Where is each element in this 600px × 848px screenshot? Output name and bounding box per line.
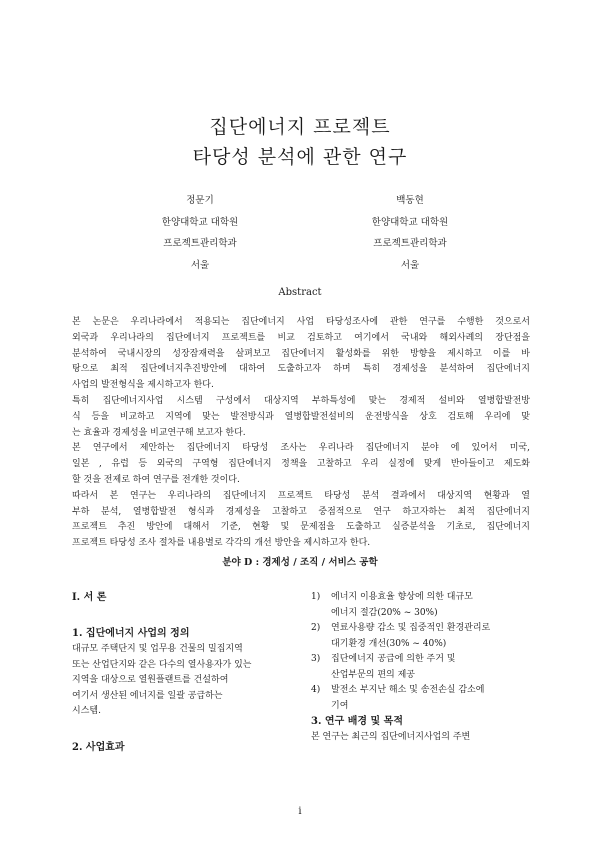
list-number: 4)	[311, 685, 321, 695]
author-block-2	[300, 190, 520, 276]
list-text: 연료사용량 감소 및 집중적인 환경관리로	[331, 623, 491, 633]
abstract-line: 분석하여 국내시장의 성장잠재력을 살펴보고 집단에너지 활성화를 위한 방향을 제시하고 이를 바	[72, 348, 530, 359]
abstract-line: 할 것을 전제로 하여 연구를 전개한 것이다.	[72, 474, 240, 485]
author-name: 백동현	[396, 195, 424, 206]
paragraph-line: 여기서 생산된 에너지를 일괄 공급하는	[72, 690, 223, 701]
subsection-heading-background: 3. 연구 배경 및 목적	[311, 716, 403, 727]
list-text: 발전소 부지난 해소 및 송전손실 감소에	[331, 685, 485, 695]
author-city: 서울	[190, 259, 210, 271]
author-block-1	[90, 190, 310, 276]
paragraph-line: 지역을 대상으로 열원플랜트를 건설하여	[72, 675, 229, 685]
research-field: 분야 D : 경제성 / 조직 / 서비스 공학	[222, 557, 378, 568]
abstract-line: 본 연구에서 제안하는 집단에너지 타당성 조사는 우리나라 집단에너지 분야 에 있어서 미국,	[72, 443, 530, 454]
list-item	[311, 590, 531, 621]
author-city: 서울	[400, 259, 420, 271]
subsection-heading-business-effects: 2. 사업효과	[72, 741, 125, 753]
author-affiliation: 한양대학교 대학원	[371, 216, 449, 228]
abstract-line: 특히 집단에너지사업 시스템 구성에서 대상지역 부하특성에 맞는 경제적 설비와 열병합발전방	[72, 395, 530, 406]
page-number: i	[298, 806, 302, 817]
list-number: 3)	[311, 654, 321, 664]
abstract-line: 본 논문은 우리나라에서 적용되는 집단에너지 사업 타당성조사에 관한 연구를 수행한 것으로서	[72, 317, 530, 327]
left-column	[72, 590, 272, 756]
abstract-line: 일본 , 유럽 등 외국의 구역형 집단에너지 정책을 고찰하고 우리 실정에 맞게 반아들이고 제도화	[72, 459, 530, 470]
section-heading-introduction: I. 서 론	[72, 592, 107, 603]
list-item	[311, 621, 531, 652]
abstract-body	[72, 315, 530, 552]
paragraph-line: 대규모 주택단지 및 업무용 건물의 밀집지역	[72, 644, 243, 654]
abstract-line: 부하 분석, 열병합발전 형식과 경제성을 고찰하고 중점적으로 연구 하고자하는 최적 집단에너지	[72, 506, 530, 517]
abstract-line: 는 효율과 경제성을 비교연구해 보고자 한다.	[72, 427, 246, 438]
abstract-line: 식 등을 비교하고 지역에 맞는 발전방식과 열병합발전설비의 운전방식을 상호 검토해 우리에 맞	[72, 411, 530, 422]
author-affiliation: 한양대학교 대학원	[161, 216, 239, 228]
list-item	[311, 683, 531, 714]
abstract-heading: Abstract	[278, 287, 322, 298]
abstract-line: 프로젝트 추진 방안에 대해서 기준, 현황 및 문제점을 도출하고 실증분석을 기초로, 집단에너지	[72, 522, 530, 533]
paragraph-line: 본 연구는 최근의 집단에너지사업의 주변	[311, 732, 471, 742]
paragraph-line: 또는 산업단지와 같은 다수의 열사용자가 있는	[72, 659, 252, 670]
abstract-line: 프로젝트 타당성 조사 절차를 내용별로 각각의 개선 방안을 제시하고자 한다.	[72, 538, 371, 549]
list-text: 산업부문의 편의 제공	[331, 669, 415, 680]
paper-title-line-1: 집단에너지 프로젝트	[209, 116, 391, 138]
paper-title-line-2: 타당성 분석에 관한 연구	[192, 146, 408, 168]
list-text: 기여	[331, 700, 349, 711]
abstract-line: 외국과 우리나라의 집단에너지 프로젝트를 비교 검토하고 여기에서 국내와 해외사례의 장단점을	[72, 332, 530, 343]
abstract-line: 탕으로 최적 집단에너지추진방안에 대하여 도출하고자 하며 특히 경제성을 분석하여 집단에너지	[72, 364, 530, 375]
list-text: 대기환경 개선(30% ~ 40%)	[331, 638, 447, 649]
paragraph-line: 시스템.	[72, 706, 101, 716]
abstract-line: 사업의 발전형식을 제시하고자 한다.	[72, 380, 214, 391]
list-number: 1)	[311, 592, 321, 602]
author-department: 프로젝트관리학과	[373, 238, 447, 249]
list-text: 에너지 이용효율 향상에 의한 대규모	[331, 592, 473, 602]
author-name: 정문기	[186, 195, 214, 206]
right-column	[311, 590, 531, 746]
list-text: 집단에너지 공급에 의한 주거 및	[331, 654, 456, 664]
list-text: 에너지 절감(20% ~ 30%)	[331, 607, 438, 618]
author-department: 프로젝트관리학과	[163, 238, 237, 249]
abstract-line: 따라서 본 연구는 우리나라의 집단에너지 프로젝트 타당성 분석 결과에서 대상지역 현황과 열	[72, 490, 530, 501]
list-item	[311, 652, 531, 683]
subsection-heading-definition: 1. 집단에너지 사업의 정의	[72, 628, 190, 639]
list-number: 2)	[311, 623, 321, 633]
